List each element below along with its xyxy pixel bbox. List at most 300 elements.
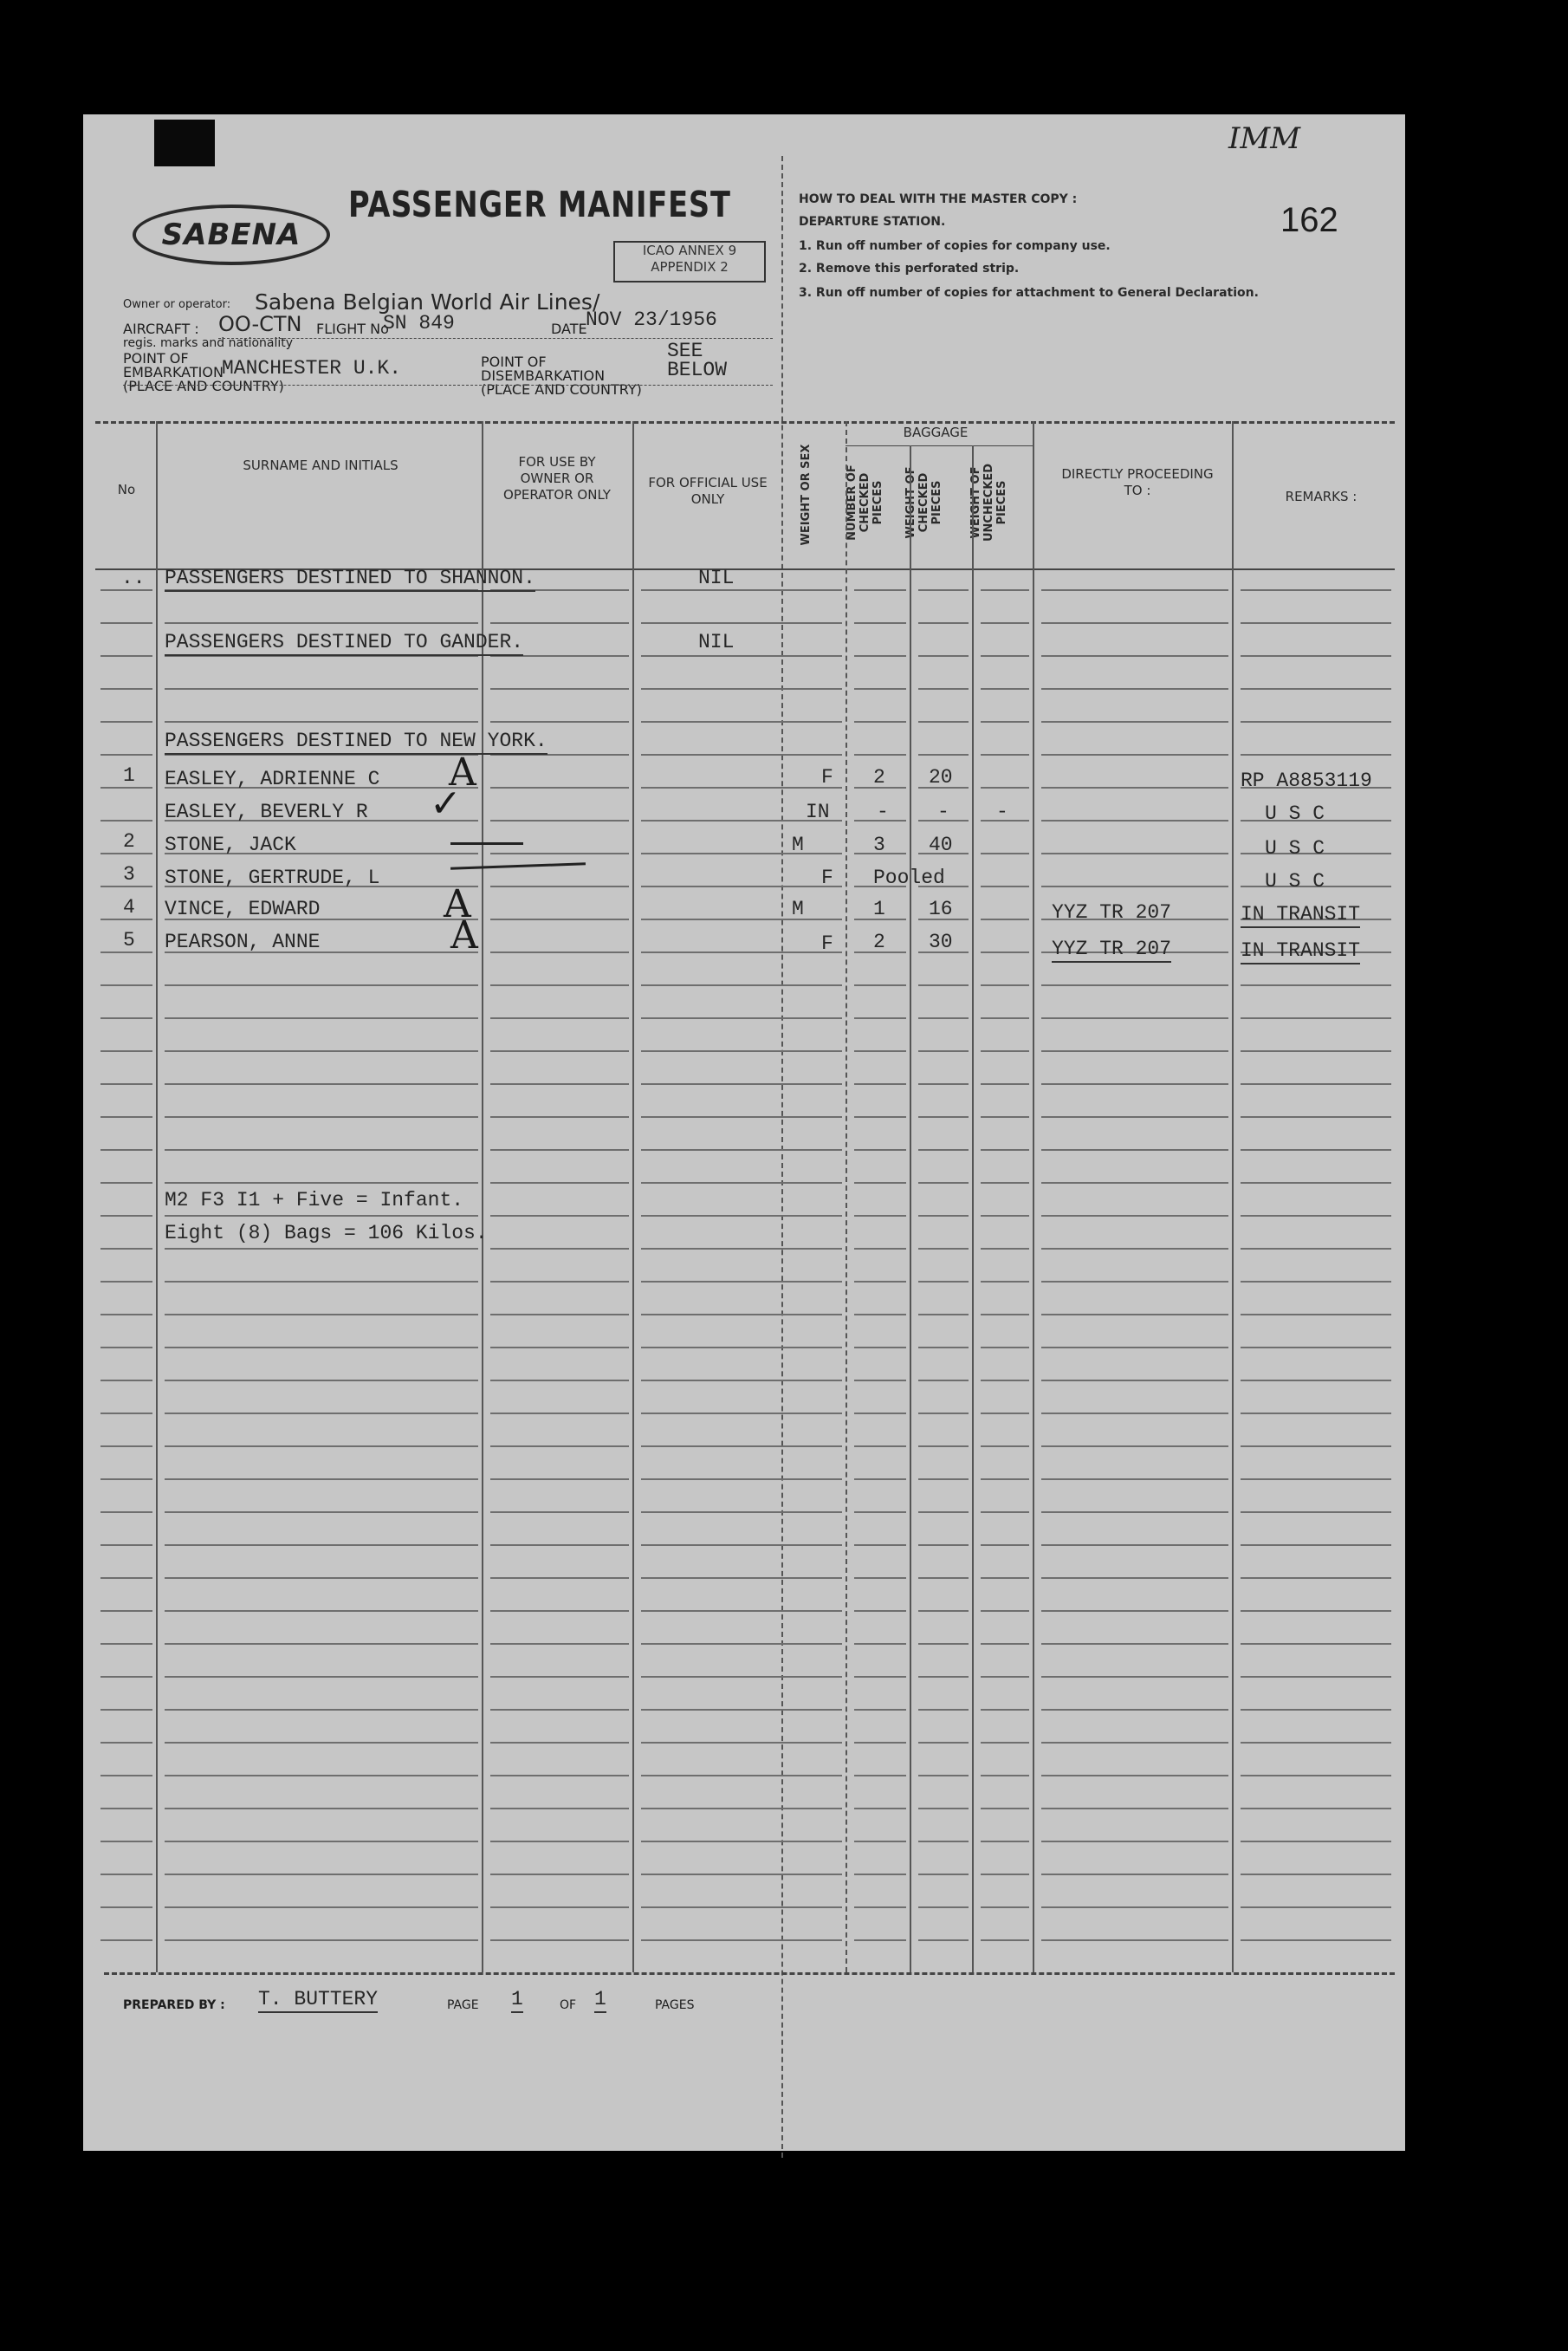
- ruled-line: [165, 1445, 478, 1447]
- ruled-line: [1241, 655, 1391, 657]
- section-heading: PASSENGERS DESTINED TO SHANNON.: [165, 567, 535, 592]
- manifest-sheet: [83, 114, 1405, 2151]
- row-remarks: IN TRANSIT: [1241, 939, 1360, 964]
- ruled-line: [100, 1643, 152, 1645]
- ruled-line: [100, 1445, 152, 1447]
- ruled-line: [165, 984, 478, 986]
- ruled-line: [100, 1511, 152, 1513]
- col-weight-checked: WEIGHT OF CHECKED PIECES: [904, 466, 943, 539]
- instruction-line: 1. Run off number of copies for company use.: [799, 239, 1111, 253]
- ruled-line: [981, 1742, 1029, 1744]
- ruled-line: [854, 1610, 906, 1612]
- ruled-line: [165, 721, 478, 723]
- section-heading: PASSENGERS DESTINED TO GANDER.: [165, 631, 523, 656]
- ruled-line: [1241, 1511, 1391, 1513]
- ruled-line: [1241, 754, 1391, 756]
- row-pieces: -: [877, 801, 889, 823]
- ruled-line: [918, 721, 969, 723]
- ruled-line: [490, 1050, 629, 1052]
- ruled-line: [165, 1182, 478, 1184]
- ruled-line: [918, 589, 969, 591]
- ruled-line: [490, 721, 629, 723]
- ruled-line: [641, 1841, 842, 1842]
- ruled-line: [854, 622, 906, 624]
- section-official: NIL: [698, 567, 735, 589]
- flight-label: FLIGHT No: [316, 321, 389, 337]
- ruled-line: [165, 1149, 478, 1151]
- ruled-line: [641, 1149, 842, 1151]
- ruled-line: [918, 1182, 969, 1184]
- ruled-line: [1241, 1116, 1391, 1118]
- ruled-line: [641, 1478, 842, 1480]
- row-name: EASLEY, BEVERLY R: [165, 801, 368, 823]
- ruled-line: [918, 1149, 969, 1151]
- ruled-line: [165, 1775, 478, 1776]
- ruled-line: [641, 1347, 842, 1348]
- row-no: 5: [123, 929, 135, 951]
- aircraft-value: OO-CTN: [218, 312, 302, 336]
- ruled-line: [100, 1116, 152, 1118]
- page-title: PASSENGER MANIFEST: [348, 184, 731, 225]
- ruled-line: [641, 1775, 842, 1776]
- ruled-line: [100, 1676, 152, 1678]
- ruled-line: [918, 622, 969, 624]
- section-no: ..: [121, 567, 146, 589]
- ruled-line: [1241, 1742, 1391, 1744]
- ruled-line: [981, 1314, 1029, 1315]
- ruled-line: [100, 1050, 152, 1052]
- ruled-line: [854, 1939, 906, 1941]
- ruled-line: [490, 919, 629, 920]
- ruled-line: [981, 1445, 1029, 1447]
- ruled-line: [981, 919, 1029, 920]
- col-line: [156, 421, 158, 1972]
- ruled-line: [490, 820, 629, 822]
- ruled-line: [918, 754, 969, 756]
- ruled-line: [981, 1577, 1029, 1579]
- row-remarks: U S C: [1265, 837, 1325, 860]
- ruled-line: [641, 1050, 842, 1052]
- ruled-line: [100, 1841, 152, 1842]
- ruled-line: [981, 1413, 1029, 1414]
- col-line: [910, 445, 911, 1972]
- page-label: PAGE: [447, 1998, 479, 2012]
- col-proceeding: DIRECTLY PROCEEDING TO :: [1061, 466, 1214, 498]
- ruled-line: [1041, 1347, 1228, 1348]
- ruled-line: [100, 853, 152, 854]
- ruled-line: [165, 1116, 478, 1118]
- ruled-line: [100, 1544, 152, 1546]
- ruled-line: [918, 1808, 969, 1809]
- ruled-line: [100, 1775, 152, 1776]
- ruled-line: [981, 1116, 1029, 1118]
- ruled-line: [165, 1874, 478, 1875]
- ruled-line: [1241, 1643, 1391, 1645]
- ruled-line: [100, 1709, 152, 1711]
- ruled-line: [165, 1281, 478, 1283]
- ruled-line: [490, 1676, 629, 1678]
- col-no: No: [117, 482, 136, 497]
- ruled-line: [100, 721, 152, 723]
- ruled-line: [1041, 1413, 1228, 1414]
- ruled-line: [1041, 984, 1228, 986]
- ruled-line: [1241, 1610, 1391, 1612]
- row-pieces: 2: [873, 766, 885, 789]
- ruled-line: [1041, 1445, 1228, 1447]
- row-remarks: U S C: [1265, 870, 1325, 893]
- ruled-line: [981, 787, 1029, 789]
- ruled-line: [490, 853, 629, 854]
- ruled-line: [641, 1874, 842, 1875]
- row-weight: 30: [929, 931, 953, 953]
- ruled-line: [1241, 1577, 1391, 1579]
- ruled-line: [1241, 1182, 1391, 1184]
- ruled-line: [981, 1478, 1029, 1480]
- ruled-line: [100, 1808, 152, 1809]
- row-unchecked: -: [996, 801, 1008, 823]
- row-name: VINCE, EDWARD: [165, 898, 321, 920]
- row-proceeding: YYZ TR 207: [1052, 901, 1172, 924]
- ruled-line: [100, 754, 152, 756]
- ruled-line: [165, 688, 478, 690]
- ruled-line: [641, 1281, 842, 1283]
- ruled-line: [981, 622, 1029, 624]
- ruled-line: [100, 984, 152, 986]
- ruled-line: [981, 721, 1029, 723]
- ruled-line: [981, 951, 1029, 953]
- ruled-line: [981, 1050, 1029, 1052]
- row-no: 2: [123, 830, 135, 853]
- ruled-line: [100, 688, 152, 690]
- ruled-line: [854, 1676, 906, 1678]
- ruled-line: [854, 1445, 906, 1447]
- table-top-border: [95, 421, 1395, 424]
- ruled-line: [641, 1116, 842, 1118]
- owner-label: Owner or operator:: [123, 298, 231, 311]
- ruled-line: [165, 1215, 478, 1217]
- ruled-line: [165, 1939, 478, 1941]
- ruled-line: [100, 1906, 152, 1908]
- ruled-line: [854, 1709, 906, 1711]
- ruled-line: [490, 1083, 629, 1085]
- row-pieces: 2: [873, 931, 885, 953]
- ruled-line: [918, 1841, 969, 1842]
- ruled-line: [918, 1478, 969, 1480]
- row-weight: 16: [929, 898, 953, 920]
- aircraft-underline: [218, 338, 773, 339]
- ruled-line: [918, 1083, 969, 1085]
- ruled-line: [981, 1347, 1029, 1348]
- ruled-line: [918, 1643, 969, 1645]
- ruled-line: [854, 1314, 906, 1315]
- ruled-line: [918, 1413, 969, 1414]
- col-remarks: REMARKS :: [1285, 489, 1357, 504]
- ruled-line: [918, 1380, 969, 1381]
- ruled-line: [918, 688, 969, 690]
- ruled-line: [1041, 1083, 1228, 1085]
- ruled-line: [918, 984, 969, 986]
- ruled-line: [1041, 1775, 1228, 1776]
- ruled-line: [854, 1215, 906, 1217]
- instruction-line: 2. Remove this perforated strip.: [799, 262, 1020, 276]
- ruled-line: [641, 1577, 842, 1579]
- ruled-line: [918, 1445, 969, 1447]
- disembark-label-1: POINT OF: [481, 354, 547, 370]
- ruled-line: [1041, 1511, 1228, 1513]
- ruled-line: [918, 1939, 969, 1941]
- ruled-line: [100, 820, 152, 822]
- ruled-line: [854, 1347, 906, 1348]
- row-pieces: Pooled: [873, 867, 945, 889]
- col-weight-unchecked: WEIGHT OF UNCHECKED PIECES: [969, 463, 1008, 542]
- ruled-line: [854, 1841, 906, 1842]
- row-remarks: IN TRANSIT: [1241, 903, 1360, 928]
- ruled-line: [165, 622, 478, 624]
- ruled-line: [918, 1215, 969, 1217]
- ruled-line: [100, 1874, 152, 1875]
- ruled-line: [1041, 721, 1228, 723]
- ruled-line: [1041, 622, 1228, 624]
- ruled-line: [641, 1380, 842, 1381]
- row-sex: IN: [806, 801, 830, 823]
- ruled-line: [641, 1544, 842, 1546]
- ruled-line: [100, 1742, 152, 1744]
- ruled-line: [1241, 1808, 1391, 1809]
- col-official-use: FOR OFFICIAL USE ONLY: [648, 475, 768, 507]
- ruled-line: [490, 1906, 629, 1908]
- ruled-line: [1241, 1841, 1391, 1842]
- ruled-line: [1241, 1248, 1391, 1250]
- ruled-line: [1041, 1544, 1228, 1546]
- ruled-line: [641, 1511, 842, 1513]
- manifest-number: 162: [1280, 201, 1338, 239]
- ruled-line: [490, 622, 629, 624]
- row-remarks: RP A8853119: [1241, 770, 1372, 792]
- ruled-line: [100, 1413, 152, 1414]
- ruled-line: [1041, 1116, 1228, 1118]
- ruled-line: [490, 1017, 629, 1019]
- ruled-line: [854, 688, 906, 690]
- ruled-line: [1241, 1347, 1391, 1348]
- ruled-line: [854, 1017, 906, 1019]
- ruled-line: [918, 1577, 969, 1579]
- owner-value: Sabena Belgian World Air Lines/: [255, 289, 600, 315]
- row-no: 1: [123, 764, 135, 787]
- ruled-line: [981, 1215, 1029, 1217]
- ruled-line: [100, 655, 152, 657]
- ruled-line: [981, 1511, 1029, 1513]
- ruled-line: [100, 1281, 152, 1283]
- row-no: 3: [123, 863, 135, 886]
- ruled-line: [981, 1676, 1029, 1678]
- icao-line2: APPENDIX 2: [651, 259, 729, 275]
- ruled-line: [918, 1742, 969, 1744]
- ruled-line: [981, 1610, 1029, 1612]
- row-name: STONE, JACK: [165, 834, 296, 856]
- ruled-line: [918, 1775, 969, 1776]
- ruled-line: [165, 1742, 478, 1744]
- ruled-line: [854, 1808, 906, 1809]
- ruled-line: [854, 1281, 906, 1283]
- handwritten-initials: IMM: [1228, 121, 1301, 156]
- totals-line-2: Eight (8) Bags = 106 Kilos.: [165, 1222, 488, 1244]
- perforation-line: [781, 156, 783, 2158]
- ruled-line: [1041, 1215, 1228, 1217]
- ruled-line: [100, 886, 152, 887]
- ruled-line: [490, 688, 629, 690]
- col-line: [846, 421, 847, 1972]
- ruled-line: [981, 1939, 1029, 1941]
- ruled-line: [641, 1017, 842, 1019]
- ruled-line: [100, 1939, 152, 1941]
- col-weight-sex: WEIGHT OR SEX: [800, 444, 813, 546]
- ruled-line: [918, 1511, 969, 1513]
- ruled-line: [490, 1709, 629, 1711]
- row-pieces: 1: [873, 898, 885, 920]
- ruled-line: [100, 1149, 152, 1151]
- ruled-line: [100, 622, 152, 624]
- ruled-line: [1041, 1149, 1228, 1151]
- ruled-line: [490, 1643, 629, 1645]
- ruled-line: [918, 1116, 969, 1118]
- ruled-line: [918, 1544, 969, 1546]
- ruled-line: [100, 1083, 152, 1085]
- ruled-line: [165, 1017, 478, 1019]
- row-sex: F: [821, 867, 833, 889]
- ruled-line: [1041, 589, 1228, 591]
- ruled-line: [854, 1906, 906, 1908]
- ruled-line: [490, 1445, 629, 1447]
- col-line: [1232, 421, 1234, 1972]
- ruled-line: [641, 1906, 842, 1908]
- col-num-checked: NUMBER OF CHECKED PIECES: [846, 464, 884, 541]
- ruled-line: [981, 1083, 1029, 1085]
- ruled-line: [918, 1281, 969, 1283]
- ruled-line: [854, 754, 906, 756]
- ruled-line: [100, 919, 152, 920]
- ruled-line: [981, 886, 1029, 887]
- ruled-line: [490, 1742, 629, 1744]
- row-name: EASLEY, ADRIENNE C: [165, 768, 380, 790]
- ruled-line: [1041, 1610, 1228, 1612]
- col-line: [632, 421, 634, 1972]
- disembark-value-2: BELOW: [667, 359, 728, 381]
- row-proceeding: YYZ TR 207: [1052, 938, 1171, 963]
- ruled-line: [100, 1017, 152, 1019]
- ruled-line: [854, 1775, 906, 1776]
- ruled-line: [918, 1709, 969, 1711]
- ruled-line: [854, 1116, 906, 1118]
- ruled-line: [918, 1874, 969, 1875]
- ruled-line: [1241, 1544, 1391, 1546]
- row-sex: M: [792, 834, 804, 856]
- ruled-line: [1241, 1445, 1391, 1447]
- aircraft-label: AIRCRAFT :: [123, 321, 199, 337]
- ruled-line: [100, 1380, 152, 1381]
- ruled-line: [165, 1347, 478, 1348]
- handwritten-dash: [450, 842, 523, 845]
- ruled-line: [1041, 1742, 1228, 1744]
- ruled-line: [854, 721, 906, 723]
- ruled-line: [1241, 1050, 1391, 1052]
- ruled-line: [918, 1314, 969, 1315]
- ruled-line: [490, 787, 629, 789]
- ruled-line: [641, 1083, 842, 1085]
- ruled-line: [100, 1314, 152, 1315]
- ruled-line: [981, 1017, 1029, 1019]
- ruled-line: [1241, 1380, 1391, 1381]
- ruled-line: [981, 754, 1029, 756]
- ruled-line: [490, 951, 629, 953]
- embark-underline: [123, 385, 773, 386]
- ruled-line: [641, 721, 842, 723]
- ruled-line: [981, 655, 1029, 657]
- ruled-line: [490, 1544, 629, 1546]
- ruled-line: [100, 1215, 152, 1217]
- ruled-line: [854, 1577, 906, 1579]
- ruled-line: [1241, 1017, 1391, 1019]
- ruled-line: [641, 622, 842, 624]
- ruled-line: [641, 1610, 842, 1612]
- section-heading: PASSENGERS DESTINED TO NEW YORK.: [165, 730, 548, 755]
- row-remarks: U S C: [1265, 802, 1325, 825]
- ruled-line: [1041, 820, 1228, 822]
- ruled-line: [490, 1116, 629, 1118]
- ruled-line: [854, 589, 906, 591]
- ruled-line: [854, 1182, 906, 1184]
- ruled-line: [165, 1511, 478, 1513]
- ruled-line: [1041, 787, 1228, 789]
- ruled-line: [1041, 1643, 1228, 1645]
- ruled-line: [1041, 886, 1228, 887]
- ruled-line: [1241, 622, 1391, 624]
- ruled-line: [981, 984, 1029, 986]
- date-value: NOV 23/1956: [586, 308, 717, 331]
- ruled-line: [100, 1577, 152, 1579]
- ruled-line: [1041, 1841, 1228, 1842]
- row-weight: 40: [929, 834, 953, 856]
- row-sex: M: [792, 898, 804, 920]
- ruled-line: [918, 655, 969, 657]
- ruled-line: [490, 1610, 629, 1612]
- sabena-logo: [133, 205, 330, 265]
- handwritten-mark: ✓: [430, 782, 462, 826]
- ruled-line: [1241, 1314, 1391, 1315]
- ruled-line: [981, 1281, 1029, 1283]
- ruled-line: [100, 1182, 152, 1184]
- ruled-line: [981, 688, 1029, 690]
- ruled-line: [1041, 1676, 1228, 1678]
- ruled-line: [641, 1413, 842, 1414]
- row-name: PEARSON, ANNE: [165, 931, 321, 953]
- ruled-line: [1041, 1808, 1228, 1809]
- ruled-line: [1241, 1413, 1391, 1414]
- date-label: DATE: [551, 321, 587, 337]
- ruled-line: [100, 1248, 152, 1250]
- ruled-line: [981, 1248, 1029, 1250]
- ruled-line: [641, 688, 842, 690]
- ruled-line: [165, 1314, 478, 1315]
- ruled-line: [1241, 688, 1391, 690]
- ruled-line: [165, 1544, 478, 1546]
- ruled-line: [165, 1380, 478, 1381]
- ruled-line: [918, 1248, 969, 1250]
- ruled-line: [854, 1478, 906, 1480]
- ruled-line: [1241, 1775, 1391, 1776]
- ruled-line: [854, 984, 906, 986]
- disembark-label-2: DISEMBARKATION: [481, 367, 606, 384]
- ruled-line: [165, 1050, 478, 1052]
